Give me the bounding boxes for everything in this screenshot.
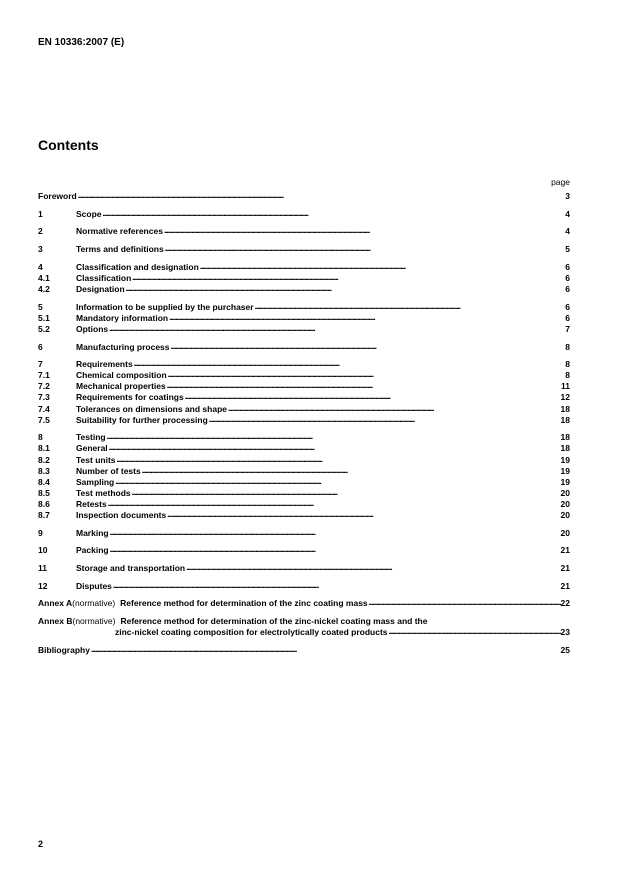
toc-entry-page: 12 (560, 392, 570, 403)
toc-entry-8-3[interactable] (38, 466, 570, 477)
annex-prefix: Annex B (38, 616, 73, 627)
toc-leader-dots (131, 273, 565, 284)
toc-entry-7[interactable] (38, 359, 570, 370)
toc-entry-number: 12 (38, 580, 48, 591)
toc-entry-page: 7 (565, 323, 570, 334)
toc-entry-page: 21 (560, 580, 570, 591)
toc-entry-7-3[interactable] (38, 392, 570, 403)
toc-leader-dots (131, 488, 561, 499)
toc-entry-page: 19 (560, 476, 570, 487)
toc-entry-8-6[interactable] (38, 499, 570, 510)
toc-entry-page: 18 (560, 432, 570, 443)
toc-entry-number: 8.3 (38, 465, 50, 476)
toc-entry-number: 3 (38, 244, 43, 255)
toc-entry-bibliography[interactable] (38, 645, 570, 656)
toc-leader-dots (133, 359, 566, 370)
toc-entry-8-7[interactable] (38, 510, 570, 521)
toc-entry-label: Suitability for further processing (76, 414, 208, 425)
toc-leader-dots (107, 499, 561, 510)
toc-entry-page: 8 (565, 359, 570, 370)
toc-entry-label: Disputes (76, 580, 112, 591)
toc-entry-label: Reference method for determination of the zinc coating mass (120, 598, 368, 609)
toc-entry-number: 9 (38, 527, 43, 538)
toc-entry-page: 8 (565, 370, 570, 381)
toc-leader-dots (167, 370, 566, 381)
toc-entry-label: Classification and designation (76, 261, 199, 272)
toc-entry-page: 19 (560, 465, 570, 476)
toc-leader-dots (170, 342, 566, 353)
toc-entry-number: 1 (38, 208, 43, 219)
toc-leader-dots (199, 262, 565, 273)
toc-leader-dots (77, 191, 566, 202)
toc-entry-number: 11 (38, 563, 47, 574)
toc-leader-dots (116, 455, 561, 466)
toc-leader-dots (106, 432, 561, 443)
toc-entry-label: Tolerances on dimensions and shape (76, 403, 227, 414)
toc-entry-number: 5.2 (38, 323, 50, 334)
annex-prefix: Annex A (38, 598, 73, 609)
toc-entry-label: Mechanical properties (76, 381, 166, 392)
toc-entry-page: 6 (565, 261, 570, 272)
toc-leader-dots (368, 599, 561, 610)
toc-entry-page: 20 (560, 498, 570, 509)
toc-entry-page: 20 (560, 527, 570, 538)
toc-entry-page: 20 (560, 510, 570, 520)
toc-entry-page: 6 (565, 301, 570, 312)
toc-entry-page: 23 (560, 627, 570, 638)
toc-entry-number: 7.5 (38, 414, 50, 425)
toc-entry-label: zinc-nickel coating composition for electrolytically coated products (115, 627, 388, 638)
toc-entry-page: 8 (565, 341, 570, 352)
toc-entry-8-5[interactable] (38, 488, 570, 499)
toc-entry-number: 2 (38, 226, 43, 237)
toc-entry-7-1[interactable] (38, 370, 570, 381)
toc-entry-8-1[interactable] (38, 443, 570, 454)
toc-entry-5-2[interactable] (38, 324, 570, 335)
toc-entry-label: Storage and transportation (76, 563, 186, 574)
toc-entry-label: Normative references (76, 226, 163, 237)
toc-entry-number: 8.7 (38, 510, 50, 520)
toc-entry-number: 5.1 (38, 312, 50, 323)
toc-entry-label: Information to be supplied by the purchaser (76, 301, 254, 312)
toc-entry-number: 8.4 (38, 476, 50, 487)
toc-entry-6[interactable] (38, 342, 570, 353)
toc-entry-number: 7.2 (38, 381, 50, 392)
toc-entry-3[interactable] (38, 244, 570, 255)
toc-entry-annex-a[interactable] (38, 598, 570, 609)
toc-leader-dots (125, 284, 566, 295)
toc-entry-7-5[interactable] (38, 415, 570, 426)
toc-leader-dots (227, 404, 561, 415)
toc-leader-dots (141, 466, 561, 477)
toc-entry-page: 6 (565, 283, 570, 294)
toc-entry-number: 8.2 (38, 454, 50, 465)
toc-entry-5-1[interactable] (38, 313, 570, 324)
toc-leader-dots (112, 581, 561, 592)
toc-entry-4-1[interactable] (38, 273, 570, 284)
toc-leader-dots (184, 393, 561, 404)
toc-entry-page: 4 (565, 226, 570, 237)
toc-entry-label: Mandatory information (76, 312, 169, 323)
toc-entry-page: 21 (560, 545, 570, 556)
toc-leader-dots (388, 627, 561, 638)
annex-status: (normative) (72, 616, 116, 627)
toc-entry-label: Requirements for coatings (76, 392, 184, 403)
toc-entry-8-2[interactable] (38, 455, 570, 466)
toc-entry-1[interactable] (38, 209, 570, 220)
toc-leader-dots (185, 563, 560, 574)
toc-entry-label: Foreword (38, 191, 77, 201)
toc-entry-5[interactable] (38, 302, 570, 313)
toc-entry-annex-b-line1[interactable] (38, 616, 570, 627)
toc-leader-dots (90, 645, 561, 656)
toc-entry-page: 25 (560, 644, 570, 655)
toc-entry-page: 4 (565, 208, 570, 219)
toc-entry-page: 18 (560, 443, 570, 454)
toc-leader-dots (163, 226, 565, 237)
toc-entry-label: Classification (76, 272, 132, 283)
toc-entry-8-4[interactable] (38, 477, 570, 488)
toc-entry-page: 11 (561, 381, 570, 392)
toc-entry-label: Marking (76, 527, 109, 538)
toc-entry-7-4[interactable] (38, 404, 570, 415)
toc-entry-label: Number of tests (76, 465, 141, 476)
toc-entry-label: Sampling (76, 476, 115, 487)
toc-entry-label: Bibliography (38, 644, 90, 655)
toc-entry-2[interactable] (38, 226, 570, 237)
toc-leader-dots (166, 510, 560, 521)
toc-entry-9[interactable] (38, 528, 570, 539)
toc-entry-label: Test units (76, 454, 116, 465)
annex-status: (normative) (72, 598, 116, 609)
toc-entry-label: Retests (76, 498, 107, 509)
toc-entry-number: 8.5 (38, 487, 50, 498)
document-header: EN 10336:2007 (E) (38, 37, 125, 48)
toc-leader-dots (108, 444, 561, 455)
toc-entry-number: 5 (38, 301, 43, 312)
toc-entry-number: 4 (38, 261, 43, 272)
toc-entry-label: Packing (76, 545, 109, 556)
toc-entry-label: Terms and definitions (76, 244, 164, 255)
toc-entry-label: Scope (76, 208, 102, 219)
toc-entry-page: 18 (560, 414, 570, 425)
toc-entry-label: Options (76, 323, 109, 334)
toc-leader-dots (102, 209, 566, 220)
toc-entry-10[interactable] (38, 545, 570, 556)
toc-entry-number: 7.3 (38, 392, 50, 403)
toc-entry-label: General (76, 443, 108, 454)
toc-entry-page: 6 (565, 312, 570, 323)
toc-leader-dots (109, 528, 561, 539)
toc-leader-dots (168, 313, 565, 324)
toc-entry-number: 6 (38, 341, 43, 352)
toc-entry-number: 7.1 (38, 370, 50, 381)
toc-entry-label: Designation (76, 283, 125, 294)
toc-entry-number: 7.4 (38, 403, 50, 414)
toc-entry-page: 18 (560, 403, 570, 414)
toc-entry-number: 10 (38, 545, 48, 556)
table-of-contents (38, 191, 570, 656)
toc-entry-number: 8.1 (38, 443, 50, 454)
toc-entry-page: 3 (565, 191, 570, 201)
toc-entry-label: Manufacturing process (76, 341, 170, 352)
page-title: Contents (38, 137, 99, 153)
toc-entry-7-2[interactable] (38, 381, 570, 392)
toc-leader-dots (108, 324, 565, 335)
toc-entry-4[interactable] (38, 262, 570, 273)
toc-entry-page: 5 (565, 244, 570, 255)
toc-entry-number: 8.6 (38, 498, 50, 509)
toc-entry-label: Chemical composition (76, 370, 167, 381)
toc-entry-number: 4.2 (38, 283, 50, 294)
toc-entry-label: Testing (76, 432, 106, 443)
toc-entry-page: 6 (565, 272, 570, 283)
toc-entry-label: Reference method for determination of the zinc-nickel coating mass and the (120, 616, 428, 627)
toc-entry-foreword[interactable] (38, 191, 570, 202)
toc-entry-11[interactable] (38, 563, 570, 574)
toc-leader-dots (109, 545, 561, 556)
toc-entry-page: 21 (560, 563, 570, 574)
toc-entry-4-2[interactable] (38, 284, 570, 295)
toc-entry-label: Test methods (76, 487, 131, 498)
toc-entry-annex-b-line2[interactable] (38, 627, 570, 638)
toc-entry-12[interactable] (38, 581, 570, 592)
toc-entry-number: 8 (38, 432, 43, 443)
toc-entry-8[interactable] (38, 432, 570, 443)
toc-entry-number: 4.1 (38, 272, 50, 283)
page-number: 2 (38, 839, 44, 849)
toc-leader-dots (166, 381, 561, 392)
toc-leader-dots (114, 477, 560, 488)
toc-leader-dots (164, 244, 566, 255)
toc-entry-number: 7 (38, 359, 43, 370)
page-column-label: page (551, 177, 570, 187)
toc-leader-dots (254, 302, 566, 313)
toc-entry-page: 22 (560, 598, 570, 609)
toc-entry-label: Requirements (76, 359, 133, 370)
toc-entry-page: 19 (560, 454, 570, 465)
toc-leader-dots (208, 415, 561, 426)
toc-entry-label: Inspection documents (76, 510, 167, 520)
toc-entry-page: 20 (560, 487, 570, 498)
